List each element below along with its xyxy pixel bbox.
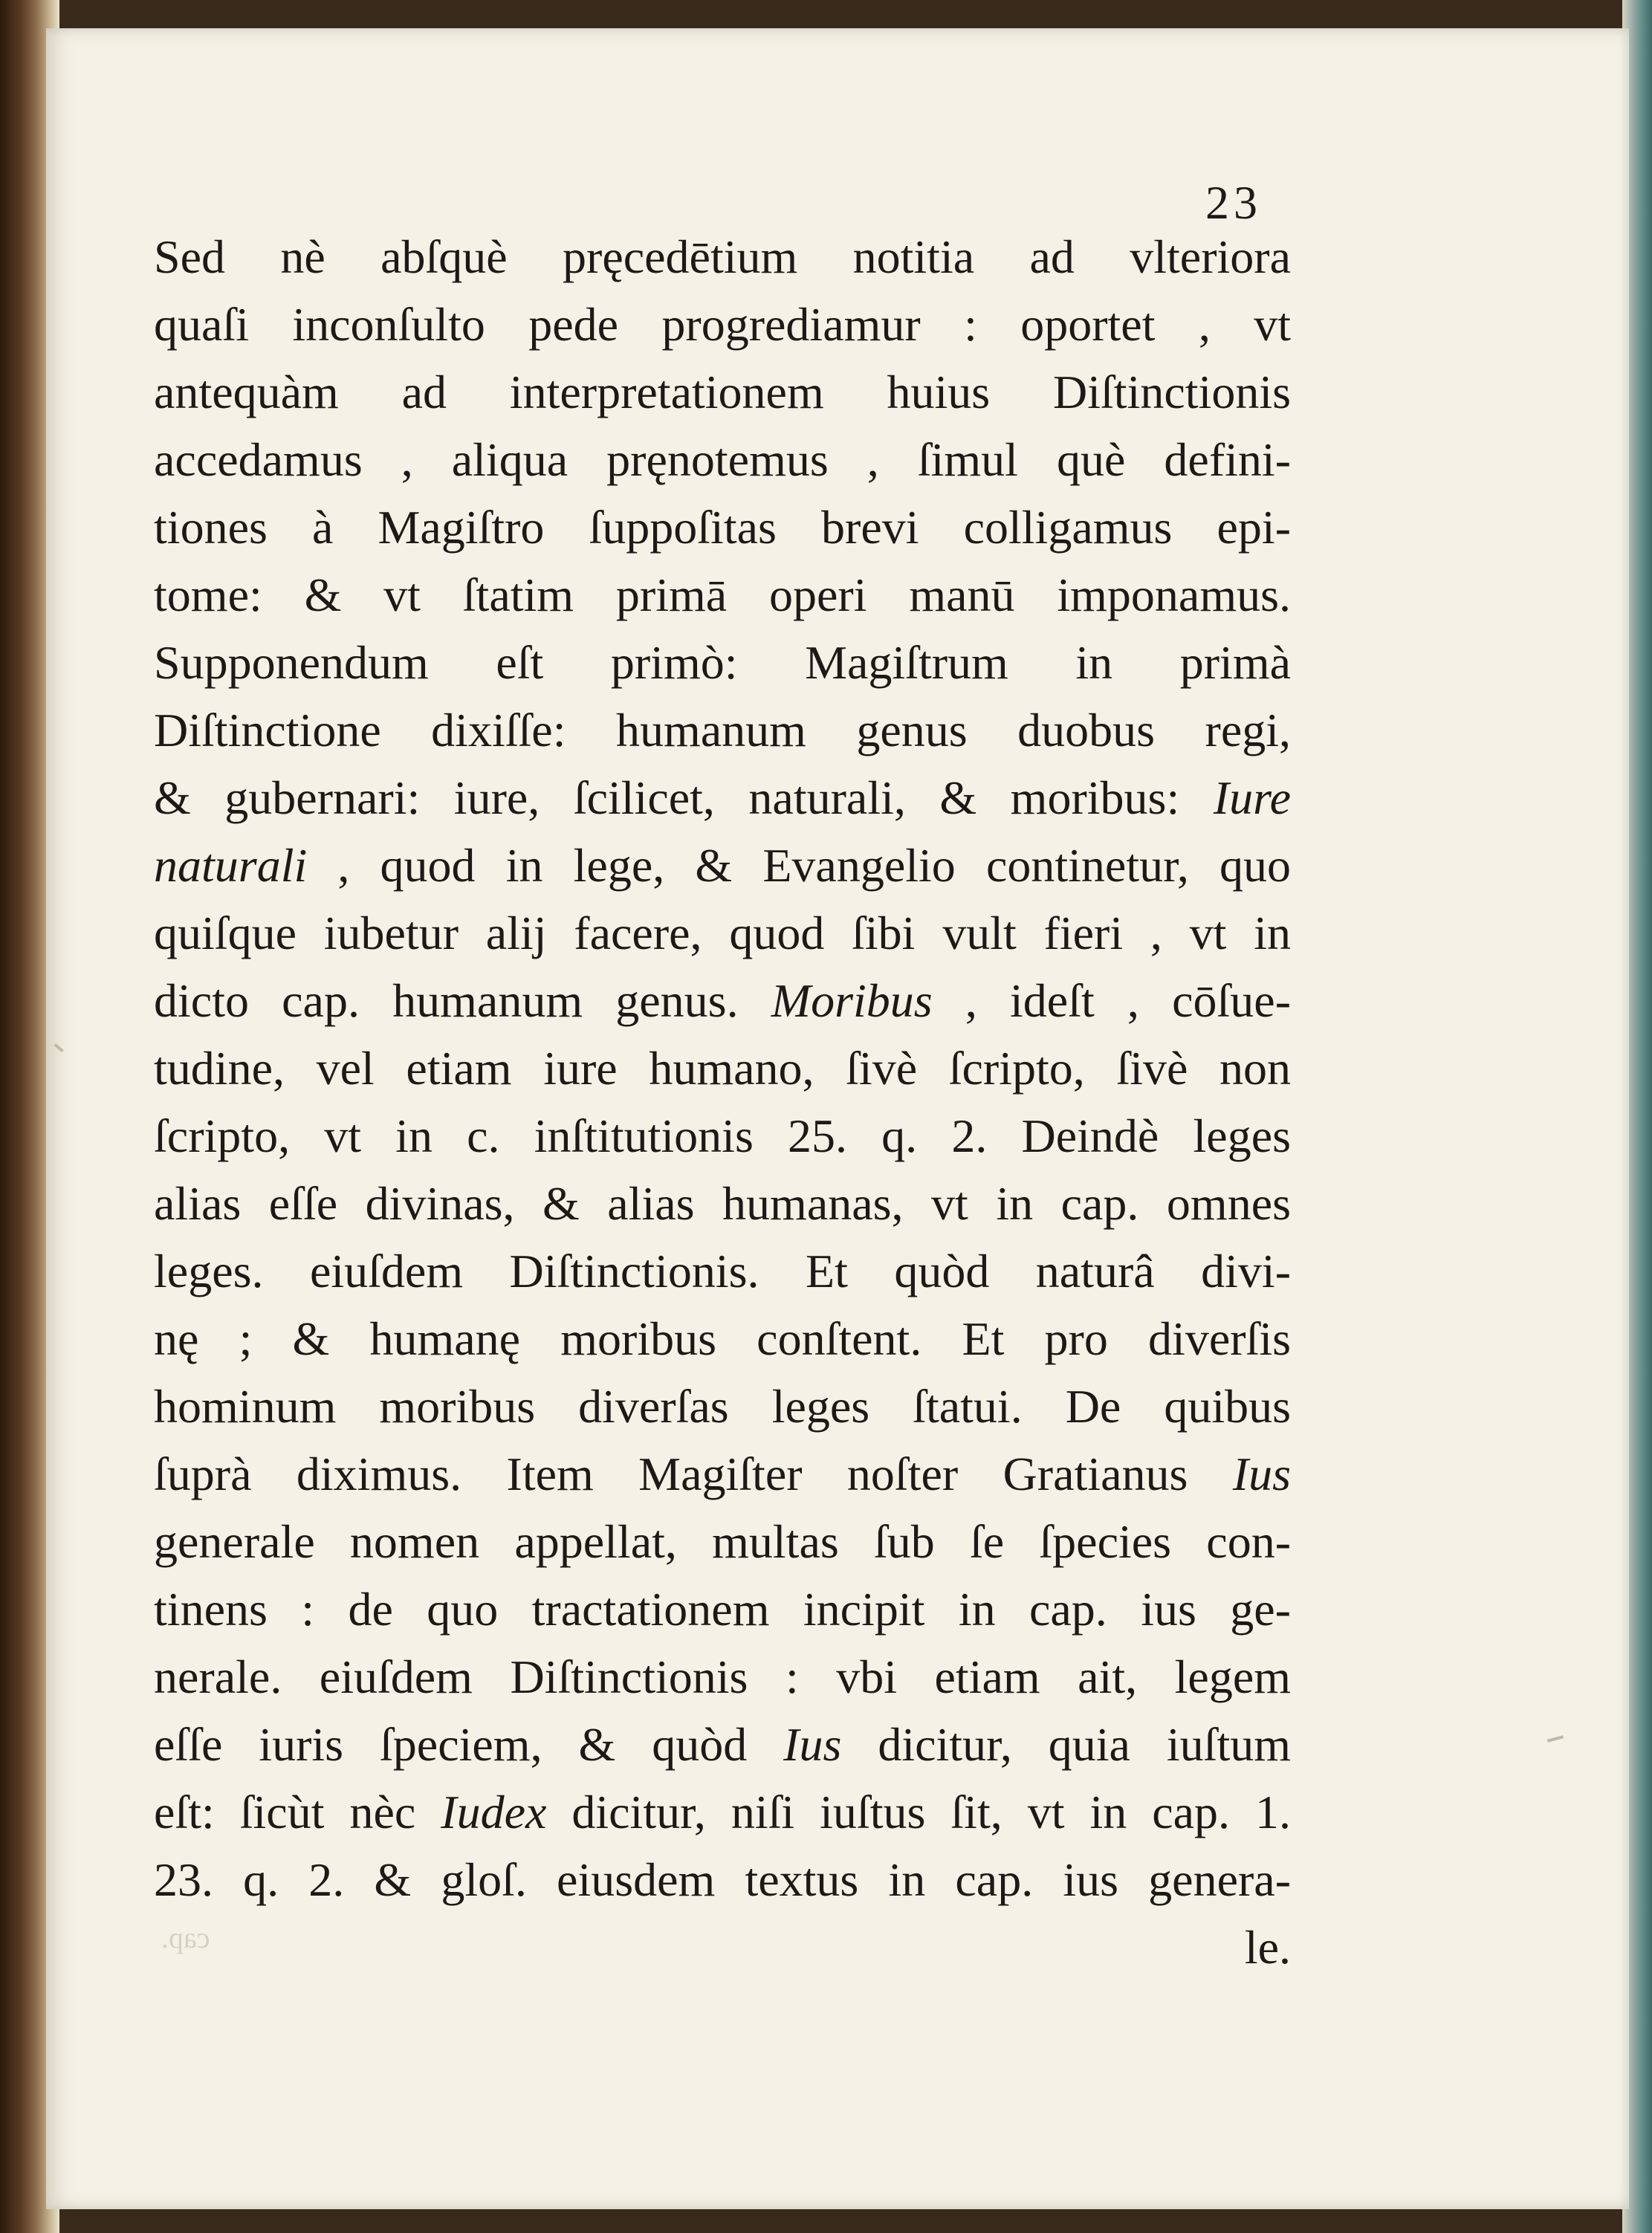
italic-word: Iure [1213, 771, 1291, 824]
line-text: dicitur, niſi iuſtus ſit, vt in cap. 1. [546, 1786, 1291, 1838]
text-line: 23. q. 2. & gloſ. eiusdem textus in cap. ius genera- [154, 1853, 1291, 1906]
line-text: eſſe iuris ſpeciem, & quòd [154, 1718, 784, 1771]
text-line: hominum moribus diverſas leges ſtatui. De quibus [154, 1380, 1291, 1433]
bleed-through-text: cap. [161, 1921, 210, 1954]
text-line [154, 1711, 1291, 1778]
text-line: tinens : de quo tractationem incipit in cap. ius ge- [154, 1583, 1291, 1636]
page-speck [54, 1043, 63, 1052]
italic-word: naturali [154, 839, 308, 892]
text-line: Diſtinctione dixiſſe: humanum genus duobus regi, [154, 704, 1291, 756]
text-line: Supponendum eſt primò: Magiſtrum in primà [154, 636, 1291, 689]
text-line: tiones à Magiſtro ſuppoſitas brevi colligamus epi- [154, 501, 1291, 554]
page-speck [1547, 1735, 1564, 1743]
text-line: Sed nè abſquè pręcedētium notitia ad vlteriora [154, 230, 1291, 283]
line-text: , quod in lege, & Evangelio continetur, quo [307, 839, 1291, 892]
text-line [154, 1778, 1291, 1846]
text-line [154, 1440, 1291, 1508]
line-text: ſuprà diximus. Item Magiſter noſter Gratianus [154, 1448, 1188, 1500]
line-text: & gubernari: iure, ſcilicet, naturali, & moribus: [154, 771, 1180, 824]
text-line: leges. eiuſdem Diſtinctionis. Et quòd naturâ divi- [154, 1245, 1291, 1297]
italic-word: Iudex [441, 1786, 547, 1838]
body-text [154, 223, 1291, 1981]
line-text: dicto cap. humanum genus. [154, 974, 771, 1027]
text-line [154, 967, 1291, 1034]
text-line: le. [1244, 1921, 1291, 1974]
book-page [46, 28, 1629, 2209]
italic-word: Ius [783, 1718, 842, 1771]
line-text: eſt: ſicùt nèc [154, 1786, 441, 1838]
text-line: tome: & vt ſtatim primā operi manū imponamus. [154, 568, 1291, 621]
text-line: generale nomen appellat, multas ſub ſe ſpecies con- [154, 1515, 1291, 1568]
text-line: quaſi inconſulto pede progrediamur : oportet , vt [154, 298, 1291, 351]
text-line: antequàm ad interpretationem huius Diſtinctionis [154, 366, 1291, 418]
text-line: accedamus , aliqua pręnotemus , ſimul què defini- [154, 433, 1291, 486]
text-line: quiſque iubetur alij facere, quod ſibi vult fieri , vt in [154, 907, 1291, 959]
text-line: nę ; & humanę moribus conſtent. Et pro diverſis [154, 1312, 1291, 1365]
text-line [154, 832, 1291, 899]
line-text: , ideſt , cōſue- [932, 974, 1291, 1027]
text-line: tudine, vel etiam iure humano, ſivè ſcripto, ſivè non [154, 1042, 1291, 1095]
page-number: 23 [1205, 176, 1262, 229]
text-line: nerale. eiuſdem Diſtinctionis : vbi etiam ait, legem [154, 1650, 1291, 1703]
text-line: ſcripto, vt in c. inſtitutionis 25. q. 2. Deindè leges [154, 1109, 1291, 1162]
text-line [154, 764, 1291, 832]
text-line: alias eſſe divinas, & alias humanas, vt in cap. omnes [154, 1177, 1291, 1230]
line-text: dicitur, quia iuſtum [841, 1718, 1291, 1771]
italic-word: Ius [1232, 1448, 1291, 1500]
italic-word: Moribus [771, 974, 933, 1027]
